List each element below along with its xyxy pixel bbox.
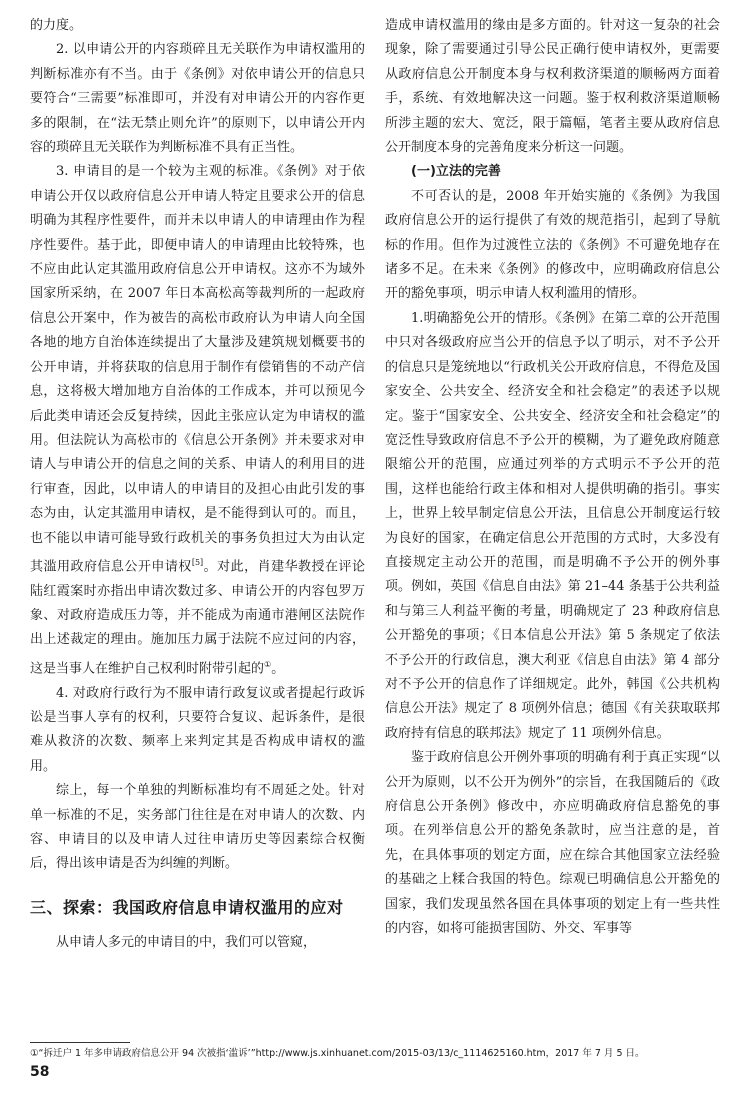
citation-ref: [5] bbox=[191, 557, 204, 567]
paragraph: 1.明确豁免公开的情形。《条例》在第二章的公开范围中只对各级政府应当公开的信息予以了明示，对不予公开的信息只是笼统地以“行政机关公开政府信息，不得危及国家安全、公共安全、经济安全和社会稳定”的表述予以规定。鉴于“国家安全、公共安全、经济安全和社会稳定”的宽泛性导致政府信息不予公开的模糊，为了避免政府随意限缩公开的范围，应通过列举的方式明示不予公开的范围，这样也能给行政主体和相对人提供明确的指引。事实上，世界上较早制定信息公开法，且信息公开制度运行较为良好的国家，在确定信息公开范围的方式时，大多没有直接规定主动公开的范围，而是明确不予公开的例外事项。例如，英国《信息自由法》第 21–44 条基于公共利益和与第三人利益平衡的考量，明确规定了 23 种政府信息公开豁免的事项；《日本信息公开法》第 5 条规定了依法不予公开的行政信息，澳大利亚《信息自由法》第 4 部分对不予公开的信息作了详细规定。此外，韩国《公共机构信息公开法》规定了 8 项例外信息；德国《有关获取联邦政府持有信息的联邦法》规定了 11 项例外信息。 bbox=[385, 310, 720, 741]
paragraph-text: 3. 申请目的是一个较为主观的标准。《条例》对于依申请公开仅以政府信息公开申请人特定且要求公开的信息明确为其程序性要件，而并未以申请人的申请理由作为程序性要件。基于此，即便申请人的申请理由比较特殊，也不应由此认定其滥用政府信息公开申请权。这亦不为域外国家所采纳，在 2007 年日本高松高等裁判所的一起政府信息公开案中，作为被告的高松市政府认为申请人向全国各地的地方自治体连续提出了大量涉及建筑规划概要书的公开申请，并将获取的信息用于制作有偿销售的不动产信息，这将极大增加地方自治体的工作成本，并可以预见今后此类申请还会反复持续，因此主张应认定为申请权的滥用。但法院认为高松市的《信息公开条例》并未要求对申请人与申请公开的信息之间的关系、申请人的利用目的进行审查，因此，以申请人的申请目的及担心由此引发的事态为由，认定其滥用申请权，是不能得到认可的。而且，也不能以申请可能导致行政机关的事务负担过大为由认定其滥用政府信息公开申请权 bbox=[30, 164, 365, 575]
footnote-divider bbox=[30, 1042, 130, 1043]
subsection-heading: (一)立法的完善 bbox=[411, 164, 501, 180]
page-number: 58 bbox=[30, 1064, 50, 1080]
paragraph: 鉴于政府信息公开例外事项的明确有利于真正实现“以公开为原则，以不公开为例外”的宗旨，在我国随后的《政府信息公开条例》修改中，亦应明确政府信息豁免的事项。在列举信息公开的豁免条款时，应当注意的是，首先，在具体事项的划定方面，应在综合其他国家立法经验的基础之上糅合我国的特色。综观已明确信息公开豁免的国家，我们发现虽然各国在具体事项的划定上有一些共性的内容，如将可能损害国防、外交、军事等 bbox=[385, 750, 720, 937]
paragraph: 造成申请权滥用的缘由是多方面的。针对这一复杂的社会现象，除了需要通过引导公民正确行使申请权外，更需要从政府信息公开制度本身与权利救济渠道的顺畅两方面着手，系统、有效地解决这一问题。鉴于权利救济渠道顺畅所涉主题的宏大、宽泛，限于篇幅，笔者主要从政府信息公开制度本身的完善角度来分析这一问题。 bbox=[385, 18, 720, 156]
right-column bbox=[385, 14, 720, 941]
paragraph: 从申请人多元的申请目的中，我们可以管窥， bbox=[56, 934, 317, 950]
paragraph-text: 。对此，肖建华教授在评论陆红霞案时亦指出申请次数过多、申请公开的内容包罗万象、对政府造成压力等，并不能成为南通市港闸区法院作出上述裁定的理由。施加压力属于法院不应过问的内容，这是当事人在维护自己权利时附带引起的 bbox=[30, 559, 365, 677]
paragraph: 4. 对政府行政行为不服申请行政复议或者提起行政诉讼是当事人享有的权利，只要符合复议、起诉条件，是很难从救济的次数、频率上来判定其是否构成申请权的滥用。 bbox=[30, 685, 365, 774]
paragraph: 2. 以申请公开的内容琐碎且无关联作为申请权滥用的判断标准亦有不当。由于《条例》对依申请公开的信息只要符合“三需要”标准即可，并没有对申请公开的内容作更多的限制，在“法无禁止则允许”的原则下，以申请公开内容的琐碎且无关联作为判断标准不具有正当性。 bbox=[30, 42, 365, 156]
paragraph: 综上，每一个单独的判断标准均有不周延之处。针对单一标准的不足，实务部门往往是在对申请人的次数、内容、申请目的以及申请人过往申请历史等因素综合权衡后，得出该申请是否为纠缠的判断。 bbox=[30, 783, 365, 872]
footnote: ①“拆迁户 1 年多申请政府信息公开 94 次被指‘滥诉’”http://www.js.xinhuanet.com/2015-03/13/c_1114625160.htm，2017 年 7 月 5 日。 bbox=[30, 1048, 645, 1059]
paragraph: 的力度。 bbox=[30, 18, 83, 33]
section-heading: 三、探索：我国政府信息申请权滥用的应对 bbox=[30, 897, 344, 917]
footnote-marker: ① bbox=[264, 659, 272, 669]
left-column bbox=[30, 14, 365, 955]
paragraph: 不可否认的是，2008 年开始实施的《条例》为我国政府信息公开的运行提供了有效的规范指引，起到了导航标的作用。但作为过渡性立法的《条例》不可避免地存在诸多不足。在未来《条例》的修改中，应明确政府信息公开的豁免事项，明示申请人权利滥用的情形。 bbox=[385, 188, 720, 302]
paragraph-text: 。 bbox=[271, 661, 285, 677]
paragraph bbox=[30, 160, 365, 681]
